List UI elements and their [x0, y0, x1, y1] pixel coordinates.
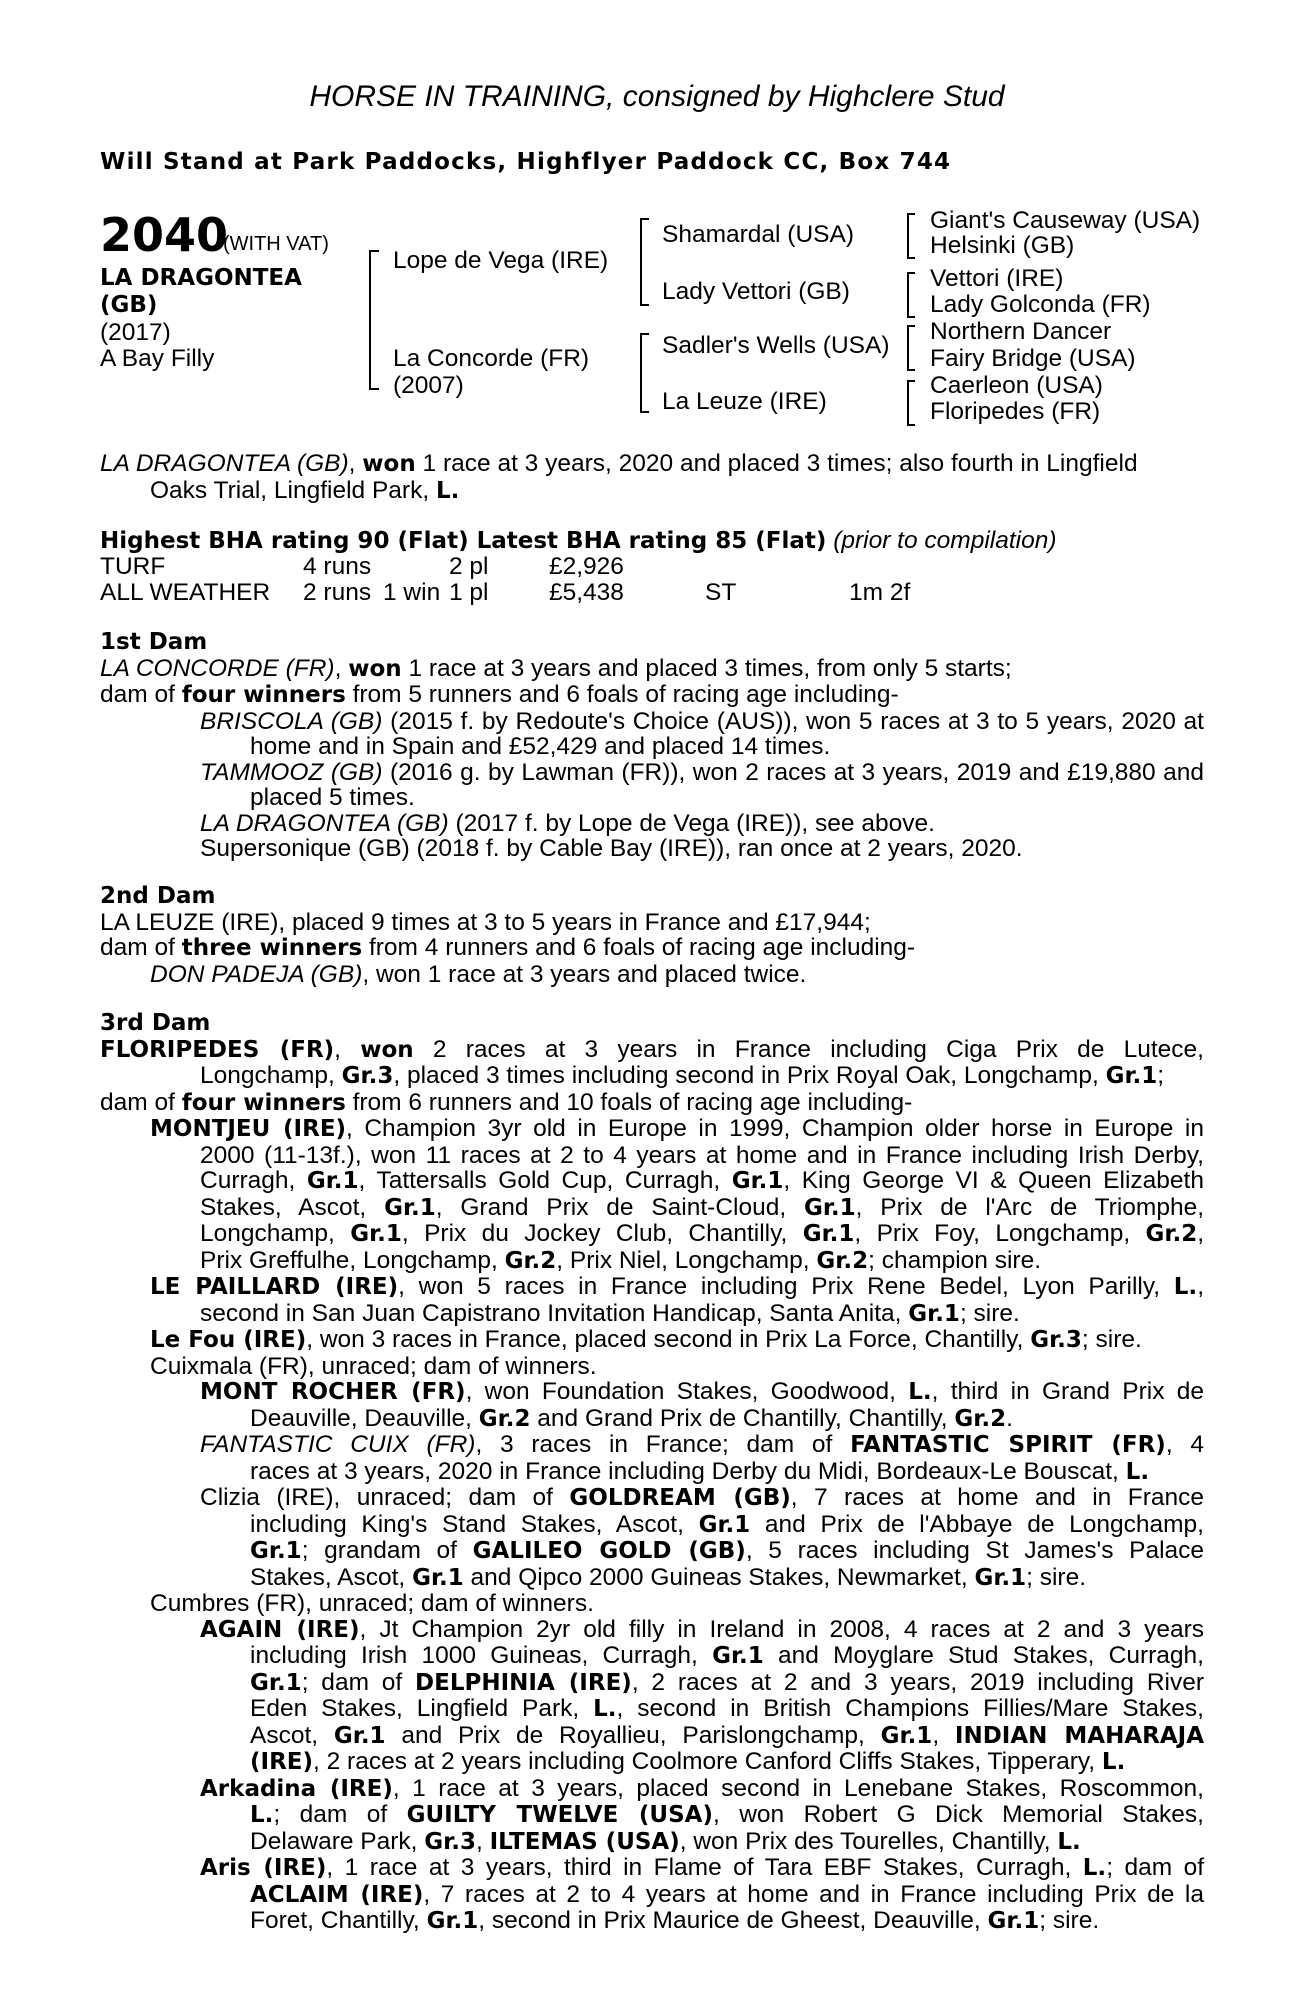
progeny-name: MONT ROCHER (FR): [200, 1379, 466, 1405]
text: , Prix de l'Arc de Triomphe,: [855, 1193, 1205, 1221]
text: home and in Spain and £52,429 and placed 14 times.: [250, 733, 831, 760]
text: Stakes, Ascot,: [200, 1193, 385, 1221]
pedigree-sire-dam: Lady Vettori (GB): [662, 278, 850, 305]
text: ; dam of: [273, 1801, 407, 1828]
progeny-name: MONTJEU (IRE): [150, 1116, 347, 1142]
record-runs: 4 runs: [303, 553, 372, 580]
text: placed 5 times.: [250, 784, 415, 811]
horse-year: (2017): [100, 319, 171, 346]
text: 2 races at 3 years in France including Ciga Prix de Lutece,: [413, 1035, 1204, 1063]
grade: L.: [1125, 1458, 1150, 1485]
pedigree-dam: La Concorde (FR): [393, 345, 590, 372]
progeny-name: Le Fou (IRE): [150, 1327, 307, 1353]
race-summary: [100, 451, 1204, 504]
grade: Gr.1: [974, 1564, 1027, 1591]
stand-location: Will Stand at Park Paddocks, Highflyer Paddock CC, Box 744: [100, 149, 952, 175]
progeny-name: (IRE): [250, 1749, 314, 1775]
dam-name: FLORIPEDES (FR): [100, 1036, 335, 1063]
record-surface: ALL WEATHER: [100, 579, 271, 606]
pedigree-brace-main: [369, 250, 379, 390]
grade: Gr.1: [384, 1194, 436, 1221]
dam-name: LA CONCORDE (FR): [100, 654, 335, 682]
progeny-entry: Cuixmala (FR), unraced; dam of winners.: [150, 1352, 597, 1380]
record-prize: £2,926: [549, 553, 624, 580]
horse-name: LA DRAGONTEA: [100, 265, 302, 291]
won-label: won: [362, 451, 416, 477]
grade: L.: [250, 1802, 274, 1828]
grade: Gr.1: [333, 1722, 386, 1749]
pedigree-dds: Caerleon (USA): [930, 372, 1103, 399]
winners-count: four winners: [181, 1089, 346, 1116]
text: , won Prix des Tourelles, Chantilly,: [679, 1827, 1058, 1855]
grade: Gr.1: [731, 1168, 784, 1194]
text: , placed 3 times including second in Prix Royal Oak, Longchamp,: [393, 1062, 1106, 1089]
progeny-name: ILTEMAS (USA): [489, 1828, 680, 1855]
pedigree-brace-sire: [640, 218, 649, 306]
grade: Gr.2: [816, 1247, 869, 1274]
text: ,: [334, 654, 349, 682]
grade: L.: [1173, 1274, 1198, 1300]
text: Prix Greffulhe, Longchamp,: [200, 1246, 505, 1274]
pedigree-dam-dam: La Leuze (IRE): [662, 388, 827, 415]
text: 2000 (11-13f.), won 11 races at 2 to 4 years at home and in France including Irish Derby,: [200, 1141, 1204, 1169]
progeny-name: DON PADEJA (GB): [150, 960, 363, 988]
rating-text: Highest BHA rating 90 (Flat) Latest BHA rating 85 (Flat): [100, 528, 827, 554]
section-heading: 2nd Dam: [100, 883, 216, 909]
grade: Gr.2: [1145, 1221, 1198, 1247]
text: dam of: [100, 681, 182, 708]
section-heading: 1st Dam: [100, 629, 208, 655]
grade: L.: [1101, 1749, 1126, 1775]
progeny-name: LA DRAGONTEA (GB): [200, 809, 449, 837]
text: from 5 runners and 6 foals of racing age including-: [345, 681, 899, 708]
text: (2017 f. by Lope de Vega (IRE)), see above.: [448, 809, 935, 837]
text: 1 race at 3 years and placed 3 times, from only 5 starts;: [401, 654, 1012, 682]
progeny-name: FANTASTIC CUIX (FR): [200, 1431, 476, 1458]
pedigree-dam-sire: Sadler's Wells (USA): [662, 332, 890, 359]
progeny-name: DELPHINIA (IRE): [415, 1669, 632, 1696]
text: and Moyglare Stud Stakes, Curragh,: [763, 1642, 1204, 1669]
grade: L.: [1057, 1828, 1081, 1855]
record-ground: ST: [705, 579, 737, 606]
text: second in San Juan Capistrano Invitation Handicap, Santa Anita,: [200, 1299, 909, 1327]
text: Delaware Park,: [250, 1827, 425, 1855]
pedigree-ssd: Helsinki (GB): [930, 232, 1075, 259]
grade: Gr.1: [426, 1908, 479, 1934]
text: Longchamp,: [200, 1062, 342, 1089]
text: from 4 runners and 6 foals of racing age including-: [362, 934, 916, 961]
grade: Gr.2: [504, 1247, 557, 1274]
text: , 1 race at 3 years, placed second in Lenebane Stakes, Roscommon,: [392, 1774, 1204, 1802]
won-label: won: [360, 1036, 414, 1063]
text: dam of: [100, 934, 182, 961]
pedigree-brace-5: [907, 272, 915, 318]
pedigree-brace-6: [907, 325, 915, 371]
grade: Gr.3: [1030, 1327, 1082, 1353]
pedigree-sds: Vettori (IRE): [930, 265, 1064, 292]
text: , Prix du Jockey Club, Chantilly,: [401, 1220, 803, 1247]
text: and Prix de Royallieu, Parislongchamp,: [385, 1721, 881, 1749]
text: , Prix Foy, Longchamp,: [854, 1220, 1146, 1247]
grade: Gr.1: [802, 1221, 855, 1247]
grade: Gr.1: [803, 1194, 856, 1221]
text: ; sire.: [1026, 1563, 1087, 1591]
text: , won 5 races in France including Prix Rene Bedel, Lyon Parilly,: [398, 1273, 1174, 1300]
text: Stakes, Ascot,: [250, 1563, 413, 1591]
grade: Gr.1: [350, 1221, 402, 1247]
text: , second in British Champions Fillies/Mare Stakes,: [616, 1695, 1204, 1722]
pedigree-sss: Giant's Causeway (USA): [930, 207, 1201, 234]
text: ; sire.: [1039, 1907, 1100, 1934]
page-title: HORSE IN TRAINING, consigned by Highclere Stud: [309, 80, 1005, 113]
text: (2015 f. by Redoute's Choice (AUS)), won 5 races at 3 to 5 years, 2020 at: [382, 707, 1204, 735]
dam-entry: LA LEUZE (IRE), placed 9 times at 3 to 5 years in France and £17,944;: [100, 908, 871, 936]
text: Curragh,: [200, 1167, 307, 1194]
text: ;: [1157, 1062, 1165, 1089]
text: ,: [334, 1035, 361, 1063]
text: , 3 races in France; dam of: [475, 1431, 851, 1458]
text: ; grandam of: [301, 1537, 473, 1564]
pedigree-sdd: Lady Golconda (FR): [930, 291, 1151, 318]
text: , third in Grand Prix de: [931, 1378, 1205, 1405]
text: dam of: [100, 1088, 182, 1116]
text: ; sire.: [959, 1299, 1020, 1327]
grade: Gr.3: [341, 1063, 394, 1089]
third-dam-section: [100, 1011, 1204, 1935]
grade: Gr.2: [478, 1405, 531, 1432]
pedigree-dam-year: (2007): [393, 372, 464, 399]
record-prize: £5,438: [549, 579, 624, 606]
text: ; champion sire.: [868, 1246, 1042, 1274]
second-dam-section: [100, 884, 1204, 987]
grade: Gr.1: [712, 1643, 764, 1669]
text: , second in Prix Maurice de Gheest, Deauville,: [478, 1907, 988, 1934]
text: , Tattersalls Gold Cup, Curragh,: [358, 1167, 732, 1194]
text: , 7 races at 2 to 4 years at home and in France including Prix de la: [423, 1880, 1204, 1908]
text: , won Foundation Stakes, Goodwood,: [465, 1378, 909, 1405]
text: including King's Stand Stakes, Ascot,: [250, 1510, 699, 1538]
progeny-name: Aris (IRE): [200, 1855, 327, 1881]
text: 1 race at 3 years, 2020 and placed 3 times; also fourth in Lingfield: [415, 450, 1138, 477]
text: , Champion 3yr old in Europe in 1999, Champion older horse in Europe in: [346, 1115, 1204, 1142]
text: ; dam of: [1106, 1854, 1205, 1881]
progeny-entry: Cumbres (FR), unraced; dam of winners.: [150, 1590, 594, 1617]
grade: Gr.1: [880, 1722, 933, 1749]
text: , King George VI & Queen Elizabeth: [783, 1167, 1204, 1194]
text: and Prix de l'Abbaye de Longchamp,: [750, 1510, 1204, 1538]
progeny-name: FANTASTIC SPIRIT (FR): [850, 1432, 1166, 1458]
progeny-name: AGAIN (IRE): [200, 1616, 360, 1643]
text: , 5 races including St James's Palace: [745, 1537, 1205, 1564]
record-places: 1 pl: [449, 579, 489, 606]
grade: Gr.3: [424, 1828, 476, 1855]
text: (2016 g. by Lawman (FR)), won 2 races at 3 years, 2019 and £19,880 and: [382, 758, 1204, 786]
text: ,: [1197, 1220, 1205, 1247]
horse-name-italic: LA DRAGONTEA (GB): [100, 450, 349, 477]
progeny-name: INDIAN MAHARAJA: [954, 1722, 1204, 1749]
record-wins: 1 win: [383, 579, 441, 606]
pedigree-dss: Northern Dancer: [930, 318, 1112, 345]
progeny-name: TAMMOOZ (GB): [200, 758, 383, 786]
text: , won Robert G Dick Memorial Stakes,: [713, 1801, 1204, 1828]
text: Oaks Trial, Lingfield Park,: [150, 476, 436, 504]
rating-note: (prior to compilation): [833, 527, 1057, 554]
progeny-name: Arkadina (IRE): [200, 1775, 393, 1802]
progeny-name: GALILEO GOLD (GB): [472, 1538, 746, 1564]
text: , Grand Prix de Saint-Cloud,: [435, 1193, 804, 1221]
record-runs: 2 runs: [303, 579, 372, 606]
record-distance: 1m 2f: [849, 579, 911, 606]
winners-count: three winners: [181, 935, 363, 961]
grade: Gr.1: [1105, 1063, 1158, 1089]
text: , 2 races at 2 and 3 years, 2019 including River: [631, 1668, 1204, 1696]
text: ; sire.: [1081, 1326, 1142, 1353]
horse-origin: (GB): [100, 292, 158, 318]
grade: Gr.1: [698, 1511, 751, 1538]
grade: Gr.1: [908, 1300, 960, 1327]
progeny-name: GOLDREAM (GB): [569, 1485, 791, 1511]
grade: L.: [1082, 1855, 1107, 1881]
text: Deauville, Deauville,: [250, 1404, 479, 1432]
pedigree-ddd: Floripedes (FR): [930, 398, 1101, 425]
grade: L.: [593, 1696, 617, 1722]
text: ,: [348, 450, 363, 477]
won-label: won: [348, 655, 402, 682]
first-dam-section: [100, 630, 1204, 862]
progeny-name: GUILTY TWELVE (USA): [406, 1802, 713, 1828]
grade: Gr.1: [412, 1564, 464, 1591]
text: ,: [475, 1827, 490, 1855]
grade: Gr.1: [306, 1168, 359, 1194]
record-surface: TURF: [100, 553, 166, 580]
text: and Grand Prix de Chantilly, Chantilly,: [530, 1404, 955, 1432]
pedigree-brace-7: [907, 380, 915, 426]
bha-rating: [100, 528, 1057, 555]
grade: Gr.2: [954, 1405, 1007, 1432]
text: , 4: [1165, 1431, 1204, 1458]
grade: L.: [908, 1379, 932, 1405]
text: ,: [932, 1721, 955, 1749]
text: Ascot,: [250, 1721, 334, 1749]
text: Foret, Chantilly,: [250, 1907, 427, 1934]
text: , won 1 race at 3 years and placed twice.: [362, 960, 807, 988]
pedigree-dsd: Fairy Bridge (USA): [930, 345, 1136, 372]
text: , Prix Niel, Longchamp,: [556, 1246, 817, 1274]
text: , 7 races at home and in France: [790, 1484, 1204, 1511]
vat-label: (WITH VAT): [223, 233, 329, 255]
progeny-name: LE PAILLARD (IRE): [150, 1274, 399, 1300]
text: including Irish 1000 Guineas, Curragh,: [250, 1642, 713, 1669]
text: , 2 races at 2 years including Coolmore Canford Cliffs Stakes, Tipperary,: [313, 1748, 1102, 1775]
text: , 1 race at 3 years, third in Flame of Tara EBF Stakes, Curragh,: [326, 1854, 1083, 1881]
text: , Jt Champion 2yr old filly in Ireland in 2008, 4 races at 2 and 3 years: [359, 1615, 1205, 1643]
text: races at 3 years, 2020 in France including Derby du Midi, Bordeaux-Le Bouscat,: [250, 1457, 1126, 1485]
text: Eden Stakes, Lingfield Park,: [250, 1695, 594, 1722]
progeny-name: ACLAIM (IRE): [250, 1881, 424, 1908]
progeny-name: BRISCOLA (GB): [200, 707, 383, 735]
text: ; dam of: [301, 1668, 416, 1696]
pedigree-brace-dam: [640, 333, 649, 413]
pedigree-sire-sire: Shamardal (USA): [662, 221, 854, 248]
record-places: 2 pl: [449, 553, 489, 580]
text: , won 3 races in France, placed second in Prix La Force, Chantilly,: [306, 1326, 1031, 1353]
pedigree-brace-4: [907, 213, 915, 259]
text: and Qipco 2000 Guineas Stakes, Newmarket,: [463, 1563, 975, 1591]
section-heading: 3rd Dam: [100, 1010, 211, 1036]
grade: Gr.1: [987, 1908, 1040, 1934]
horse-description: A Bay Filly: [100, 345, 215, 372]
text: ,: [1197, 1273, 1204, 1300]
winners-count: four winners: [181, 682, 346, 708]
text: .: [1006, 1404, 1013, 1432]
listed-label: L.: [435, 477, 460, 504]
progeny-entry: Supersonique (GB) (2018 f. by Cable Bay (IRE)), ran once at 2 years, 2020.: [200, 835, 1023, 862]
grade: Gr.1: [250, 1669, 302, 1696]
text: Clizia (IRE), unraced; dam of: [200, 1484, 570, 1511]
text: Longchamp,: [200, 1220, 351, 1247]
pedigree-sire: Lope de Vega (IRE): [393, 247, 609, 274]
text: from 6 runners and 10 foals of racing age including-: [345, 1088, 913, 1116]
lot-number: 2040: [100, 208, 229, 262]
grade: Gr.1: [250, 1538, 302, 1564]
